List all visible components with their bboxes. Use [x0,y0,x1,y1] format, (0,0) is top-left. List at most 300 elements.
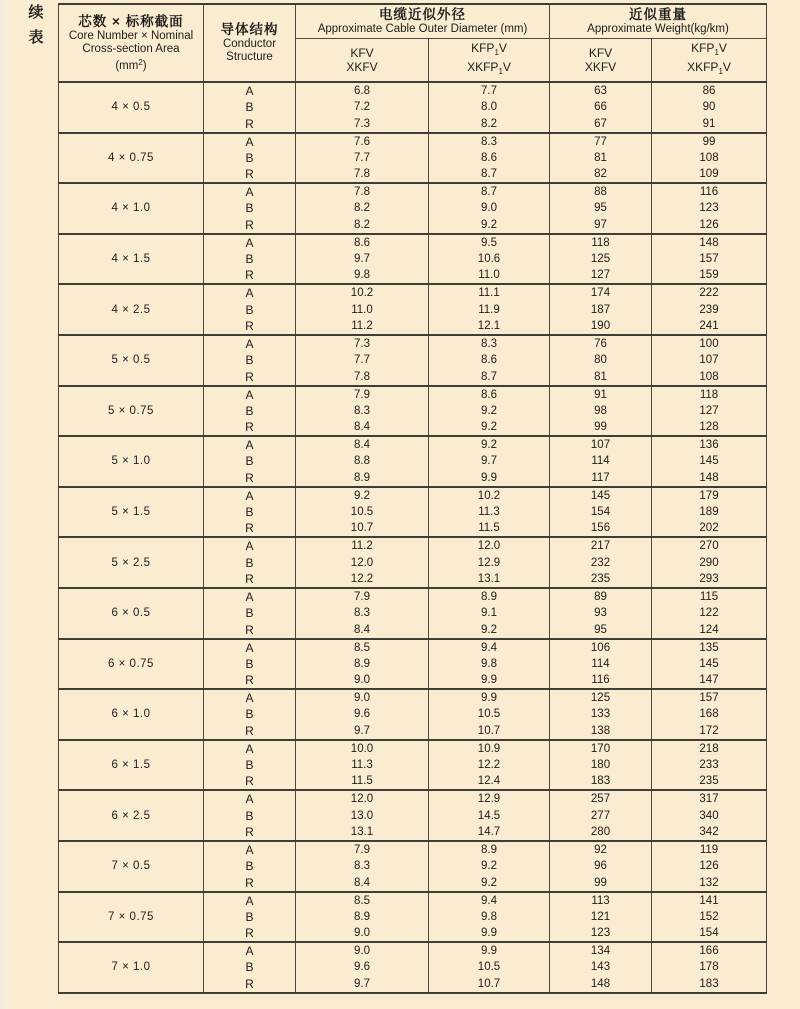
diameter-kfv-cell: 12.0 [296,554,429,571]
header-diameter-kfv: KFV XKFV [296,39,429,83]
size-cell: 5 × 1.5 [59,487,204,538]
conductor-cell: R [204,419,296,436]
header-core-size-unit: $(mm^2)$ [115,57,147,72]
table-row [59,234,767,251]
table-row [59,335,767,352]
conductor-cell: A [204,133,296,150]
diameter-kfp1v-cell: 9.8 [429,656,550,673]
weight-kfp1v-cell: 293 [652,571,767,588]
diameter-kfp1v-cell: 9.5 [429,234,550,251]
weight-kfv-cell: 107 [550,436,652,453]
weight-kfv-cell: 76 [550,335,652,352]
diameter-kfv-cell: 9.0 [296,925,429,942]
header-weight-group [550,4,767,39]
table-row [59,689,767,706]
size-cell: 7 × 0.75 [59,892,204,943]
header-core-size-en2: Cross-section Area [82,42,180,55]
diameter-kfv-cell: 8.9 [296,470,429,487]
weight-kfv-cell: 217 [550,537,652,554]
conductor-cell: B [204,959,296,976]
weight-kfv-cell: 118 [550,234,652,251]
weight-kfv-cell: 81 [550,369,652,386]
header-weight-en: Approximate Weight(kg/km) [587,23,729,35]
weight-kfv-cell: 98 [550,403,652,420]
size-cell: 5 × 0.5 [59,335,204,386]
weight-kfp1v-cell: 100 [652,335,767,352]
table-row [59,487,767,504]
diameter-kfp1v-cell: 9.0 [429,200,550,217]
weight-kfp1v-cell: 148 [652,470,767,487]
diameter-kfp1v-cell: 14.7 [429,824,550,841]
weight-kfv-cell: 123 [550,925,652,942]
diameter-kfp1v-cell: 11.9 [429,301,550,318]
weight-kfv-cell: 190 [550,318,652,335]
table-row [59,82,767,99]
size-cell: 4 × 1.5 [59,234,204,285]
diameter-kfv-cell: 7.9 [296,841,429,858]
conductor-cell: A [204,689,296,706]
conductor-cell: R [204,875,296,892]
diameter-kfp1v-cell: 10.6 [429,251,550,268]
header-diameter-en: Approximate Cable Outer Diameter (mm) [317,23,528,35]
header-core-size [59,4,204,82]
table-row [59,588,767,605]
diameter-kfp1v-cell: 8.3 [429,335,550,352]
weight-kfv-cell: 113 [550,892,652,909]
diameter-kfv-cell: 8.3 [296,858,429,875]
diameter-kfp1v-cell: 10.9 [429,740,550,757]
weight-kfv-cell: 138 [550,723,652,740]
diameter-kfp1v-cell: 9.4 [429,892,550,909]
header-diameter-zh: 电缆近似外径 [379,7,466,22]
weight-kfv-cell: 280 [550,824,652,841]
diameter-kfv-cell: 9.0 [296,942,429,959]
conductor-cell: B [204,554,296,571]
diameter-kfp1v-cell: 12.1 [429,318,550,335]
weight-kfv-cell: 232 [550,554,652,571]
diameter-kfv-cell: 11.2 [296,318,429,335]
diameter-kfp1v-cell: 9.1 [429,605,550,622]
weight-kfp1v-cell: 99 [652,133,767,150]
size-cell: 4 × 2.5 [59,284,204,335]
weight-kfv-cell: 99 [550,875,652,892]
weight-kfv-cell: 170 [550,740,652,757]
weight-kfv-cell: 80 [550,352,652,369]
weight-kfp1v-cell: 239 [652,301,767,318]
weight-kfp1v-cell: 233 [652,757,767,774]
diameter-kfp1v-cell: 8.7 [429,369,550,386]
weight-kfp1v-cell: 154 [652,925,767,942]
diameter-kfp1v-cell: 9.2 [429,875,550,892]
diameter-kfv-cell: 11.2 [296,537,429,554]
diameter-kfv-cell: 8.8 [296,453,429,470]
conductor-cell: R [204,976,296,993]
conductor-cell: B [204,757,296,774]
diameter-kfv-cell: 7.7 [296,150,429,167]
conductor-cell: B [204,706,296,723]
weight-kfp1v-cell: 178 [652,959,767,976]
conductor-cell: A [204,588,296,605]
weight-kfp1v-cell: 91 [652,116,767,133]
conductor-cell: B [204,656,296,673]
weight-kfp1v-cell: 235 [652,773,767,790]
header-conductor-en2: Structure [226,51,273,63]
diameter-kfp1v-cell: 12.9 [429,554,550,571]
diameter-kfp1v-cell: 9.9 [429,925,550,942]
conductor-cell: R [204,773,296,790]
conductor-cell: A [204,841,296,858]
weight-kfp1v-cell: 124 [652,622,767,639]
header-diameter-kfp1v: $KFP_1V$ $XKFP_1V$ [429,39,550,83]
weight-kfv-cell: 116 [550,672,652,689]
conductor-cell: R [204,824,296,841]
diameter-kfv-cell: 8.5 [296,892,429,909]
diameter-kfp1v-cell: 12.2 [429,757,550,774]
diameter-kfv-cell: 7.8 [296,183,429,200]
diameter-kfv-cell: 7.3 [296,335,429,352]
conductor-cell: A [204,284,296,301]
diameter-kfp1v-cell: 10.5 [429,706,550,723]
weight-kfp1v-cell: 90 [652,99,767,116]
diameter-kfp1v-cell: 8.7 [429,183,550,200]
weight-kfp1v-cell: 123 [652,200,767,217]
table-row [59,639,767,656]
weight-kfp1v-cell: 317 [652,790,767,807]
header-core-size-zh: 芯数 × 标称截面 [78,13,184,29]
page-edge-strip [0,0,10,1009]
conductor-cell: A [204,386,296,403]
diameter-kfp1v-cell: 9.2 [429,858,550,875]
header-conductor-zh: 导体结构 [220,22,279,37]
weight-kfp1v-cell: 189 [652,504,767,521]
diameter-kfv-cell: 8.9 [296,656,429,673]
size-cell: 4 × 0.75 [59,133,204,184]
diameter-kfv-cell: 8.4 [296,622,429,639]
header-conductor-en1: Conductor [222,38,277,50]
diameter-kfv-cell: 11.0 [296,301,429,318]
weight-kfp1v-cell: 132 [652,875,767,892]
conductor-cell: R [204,520,296,537]
diameter-kfv-cell: 12.0 [296,790,429,807]
diameter-kfv-cell: 8.2 [296,217,429,234]
conductor-cell: R [204,622,296,639]
weight-kfv-cell: 82 [550,166,652,183]
size-cell: 5 × 1.0 [59,436,204,487]
weight-kfv-cell: 154 [550,504,652,521]
table-row [59,942,767,959]
size-cell: 6 × 0.75 [59,639,204,690]
weight-kfp1v-cell: 108 [652,369,767,386]
diameter-kfp1v-cell: 7.7 [429,82,550,99]
weight-kfp1v-cell: 145 [652,453,767,470]
table-row [59,740,767,757]
weight-kfv-cell: 277 [550,807,652,824]
weight-kfp1v-cell: 157 [652,251,767,268]
conductor-cell: B [204,150,296,167]
diameter-kfv-cell: 9.6 [296,706,429,723]
weight-kfp1v-cell: 290 [652,554,767,571]
diameter-kfp1v-cell: 9.4 [429,639,550,656]
weight-kfp1v-cell: 145 [652,656,767,673]
weight-kfp1v-cell: 127 [652,403,767,420]
weight-kfp1v-cell: 270 [652,537,767,554]
weight-kfv-cell: 114 [550,656,652,673]
weight-kfv-cell: 117 [550,470,652,487]
continued-char-2: 表 [28,29,44,46]
weight-kfp1v-cell: 141 [652,892,767,909]
diameter-kfp1v-cell: 11.5 [429,520,550,537]
diameter-kfv-cell: 8.2 [296,200,429,217]
diameter-kfv-cell: 7.3 [296,116,429,133]
weight-kfp1v-cell: 159 [652,267,767,284]
conductor-cell: B [204,909,296,926]
conductor-cell: R [204,267,296,284]
conductor-cell: B [204,403,296,420]
weight-kfv-cell: 66 [550,99,652,116]
size-cell: 4 × 1.0 [59,183,204,234]
conductor-cell: R [204,723,296,740]
conductor-cell: R [204,571,296,588]
diameter-kfv-cell: 10.7 [296,520,429,537]
table-header [59,4,767,82]
conductor-cell: B [204,301,296,318]
weight-kfv-cell: 93 [550,605,652,622]
weight-kfv-cell: 156 [550,520,652,537]
conductor-cell: B [204,99,296,116]
diameter-kfv-cell: 9.7 [296,976,429,993]
diameter-kfp1v-cell: 9.9 [429,672,550,689]
diameter-kfp1v-cell: 8.2 [429,116,550,133]
size-cell: 7 × 0.5 [59,841,204,892]
diameter-kfp1v-cell: 11.0 [429,267,550,284]
weight-kfv-cell: 114 [550,453,652,470]
weight-kfv-cell: 121 [550,909,652,926]
weight-kfp1v-cell: 183 [652,976,767,993]
diameter-kfp1v-cell: 9.2 [429,622,550,639]
diameter-kfv-cell: 7.9 [296,588,429,605]
conductor-cell: R [204,318,296,335]
weight-kfv-cell: 77 [550,133,652,150]
diameter-kfp1v-cell: 8.3 [429,133,550,150]
weight-kfp1v-cell: 157 [652,689,767,706]
weight-kfp1v-cell: 168 [652,706,767,723]
diameter-kfv-cell: 11.3 [296,757,429,774]
weight-kfv-cell: 235 [550,571,652,588]
diameter-kfp1v-cell: 8.9 [429,588,550,605]
diameter-kfv-cell: 9.0 [296,689,429,706]
diameter-kfp1v-cell: 10.7 [429,723,550,740]
diameter-kfp1v-cell: 9.8 [429,909,550,926]
diameter-kfv-cell: 8.3 [296,403,429,420]
size-cell: 6 × 0.5 [59,588,204,639]
diameter-kfv-cell: 11.5 [296,773,429,790]
weight-kfp1v-cell: 202 [652,520,767,537]
conductor-cell: A [204,436,296,453]
weight-kfv-cell: 81 [550,150,652,167]
weight-kfv-cell: 133 [550,706,652,723]
weight-kfv-cell: 127 [550,267,652,284]
weight-kfv-cell: 89 [550,588,652,605]
table-row [59,790,767,807]
conductor-cell: B [204,251,296,268]
header-row-groups [59,4,767,39]
weight-kfp1v-cell: 148 [652,234,767,251]
weight-kfp1v-cell: 108 [652,150,767,167]
diameter-kfv-cell: 7.2 [296,99,429,116]
weight-kfp1v-cell: 119 [652,841,767,858]
table-row [59,133,767,150]
diameter-kfp1v-cell: 9.2 [429,217,550,234]
size-cell: 6 × 2.5 [59,790,204,841]
diameter-kfp1v-cell: 9.9 [429,689,550,706]
header-weight-zh: 近似重量 [629,7,687,22]
diameter-kfp1v-cell: 13.1 [429,571,550,588]
diameter-kfp1v-cell: 10.5 [429,959,550,976]
conductor-cell: A [204,234,296,251]
table-row [59,892,767,909]
weight-kfv-cell: 143 [550,959,652,976]
diameter-kfp1v-cell: 11.3 [429,504,550,521]
conductor-cell: B [204,858,296,875]
diameter-kfv-cell: 8.4 [296,436,429,453]
diameter-kfv-cell: 13.0 [296,807,429,824]
weight-kfp1v-cell: 340 [652,807,767,824]
weight-kfp1v-cell: 128 [652,419,767,436]
weight-kfp1v-cell: 86 [652,82,767,99]
size-cell: 4 × 0.5 [59,82,204,133]
diameter-kfv-cell: 8.9 [296,909,429,926]
diameter-kfv-cell: 10.2 [296,284,429,301]
diameter-kfv-cell: 12.2 [296,571,429,588]
cable-spec-table [58,3,767,994]
weight-kfv-cell: 257 [550,790,652,807]
diameter-kfp1v-cell: 9.2 [429,403,550,420]
diameter-kfp1v-cell: 8.0 [429,99,550,116]
weight-kfv-cell: 92 [550,841,652,858]
diameter-kfv-cell: 10.0 [296,740,429,757]
diameter-kfv-cell: 13.1 [296,824,429,841]
weight-kfp1v-cell: 136 [652,436,767,453]
size-cell: 6 × 1.0 [59,689,204,740]
conductor-cell: R [204,166,296,183]
weight-kfp1v-cell: 122 [652,605,767,622]
diameter-kfp1v-cell: 12.9 [429,790,550,807]
weight-kfp1v-cell: 218 [652,740,767,757]
conductor-cell: A [204,537,296,554]
weight-kfp1v-cell: 342 [652,824,767,841]
diameter-kfp1v-cell: 12.4 [429,773,550,790]
weight-kfv-cell: 125 [550,689,652,706]
weight-kfv-cell: 174 [550,284,652,301]
diameter-kfv-cell: 9.8 [296,267,429,284]
weight-kfv-cell: 99 [550,419,652,436]
weight-kfv-cell: 125 [550,251,652,268]
weight-kfv-cell: 148 [550,976,652,993]
table-row [59,183,767,200]
weight-kfp1v-cell: 179 [652,487,767,504]
weight-kfv-cell: 91 [550,386,652,403]
weight-kfp1v-cell: 135 [652,639,767,656]
diameter-kfp1v-cell: 8.6 [429,386,550,403]
conductor-cell: A [204,335,296,352]
diameter-kfv-cell: 8.3 [296,605,429,622]
weight-kfv-cell: 88 [550,183,652,200]
conductor-cell: A [204,892,296,909]
size-cell: 7 × 1.0 [59,942,204,993]
diameter-kfp1v-cell: 11.1 [429,284,550,301]
table-body [59,82,767,993]
continued-char-1: 续 [28,4,44,21]
diameter-kfv-cell: 9.2 [296,487,429,504]
header-weight-kfp1v: $KFP_1V$ $XKFP_1V$ [652,39,767,83]
diameter-kfp1v-cell: 8.6 [429,352,550,369]
diameter-kfv-cell: 7.9 [296,386,429,403]
diameter-kfv-cell: 8.4 [296,419,429,436]
diameter-kfp1v-cell: 9.7 [429,453,550,470]
conductor-cell: A [204,639,296,656]
conductor-cell: B [204,605,296,622]
diameter-kfv-cell: 9.0 [296,672,429,689]
weight-kfp1v-cell: 126 [652,858,767,875]
weight-kfv-cell: 180 [550,757,652,774]
continued-table-label [27,4,45,47]
weight-kfp1v-cell: 166 [652,942,767,959]
diameter-kfp1v-cell: 10.7 [429,976,550,993]
conductor-cell: R [204,369,296,386]
table-row [59,386,767,403]
diameter-kfv-cell: 7.6 [296,133,429,150]
conductor-cell: R [204,116,296,133]
diameter-kfp1v-cell: 9.2 [429,436,550,453]
diameter-kfv-cell: 6.8 [296,82,429,99]
size-cell: 5 × 0.75 [59,386,204,437]
diameter-kfv-cell: 9.7 [296,723,429,740]
header-core-size-en1: Core Number × Nominal [68,29,194,42]
weight-kfp1v-cell: 116 [652,183,767,200]
conductor-cell: A [204,183,296,200]
conductor-cell: A [204,740,296,757]
table-row [59,537,767,554]
header-diameter-group [296,4,550,39]
conductor-cell: B [204,352,296,369]
weight-kfp1v-cell: 152 [652,909,767,926]
weight-kfv-cell: 67 [550,116,652,133]
weight-kfp1v-cell: 107 [652,352,767,369]
conductor-cell: B [204,807,296,824]
diameter-kfp1v-cell: 10.2 [429,487,550,504]
weight-kfp1v-cell: 172 [652,723,767,740]
conductor-cell: R [204,217,296,234]
diameter-kfv-cell: 7.8 [296,166,429,183]
weight-kfp1v-cell: 115 [652,588,767,605]
conductor-cell: A [204,487,296,504]
weight-kfv-cell: 183 [550,773,652,790]
weight-kfp1v-cell: 241 [652,318,767,335]
header-conductor-structure [204,4,296,82]
weight-kfv-cell: 96 [550,858,652,875]
table-row [59,841,767,858]
weight-kfv-cell: 145 [550,487,652,504]
diameter-kfv-cell: 9.6 [296,959,429,976]
diameter-kfv-cell: 7.8 [296,369,429,386]
weight-kfv-cell: 95 [550,200,652,217]
weight-kfv-cell: 134 [550,942,652,959]
conductor-cell: B [204,453,296,470]
conductor-cell: R [204,470,296,487]
conductor-cell: B [204,504,296,521]
diameter-kfp1v-cell: 8.6 [429,150,550,167]
conductor-cell: R [204,925,296,942]
